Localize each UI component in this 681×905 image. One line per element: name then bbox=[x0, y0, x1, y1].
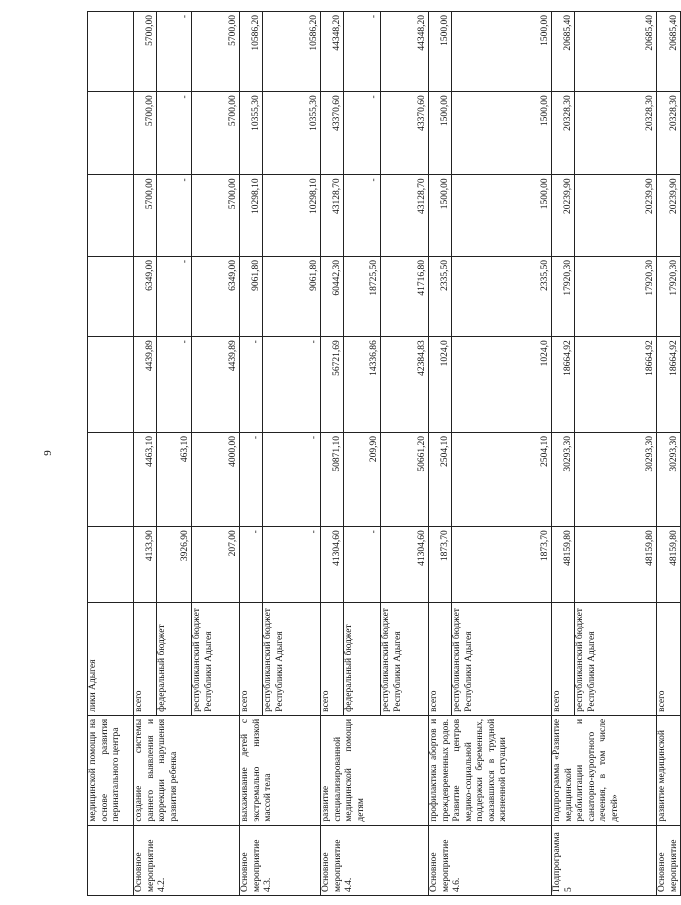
cell-source: республиканский бюджет Республики Адыгея bbox=[381, 603, 429, 716]
cell-value: 60442,30 bbox=[321, 256, 344, 336]
cell-value: 1873,70 bbox=[429, 527, 452, 603]
table-row bbox=[134, 12, 157, 896]
cell-value: 10355,30 bbox=[240, 92, 263, 175]
page-number: 9 bbox=[42, 450, 54, 456]
cell-value: 43370,60 bbox=[381, 92, 429, 175]
cell-value: 2335,50 bbox=[452, 256, 552, 336]
cell-value: 4133,90 bbox=[134, 527, 157, 603]
cell-value: 56721,69 bbox=[321, 337, 344, 433]
rotated-page-content bbox=[87, 11, 679, 896]
cell-source: всего bbox=[657, 603, 681, 716]
cell-value: 17920,30 bbox=[657, 256, 681, 336]
cell-value: 1500,00 bbox=[429, 92, 452, 175]
cell-value: 42384,83 bbox=[381, 337, 429, 433]
cell-value: 44348,20 bbox=[321, 12, 344, 92]
cell-value: 41716,80 bbox=[381, 256, 429, 336]
cell-value: 20239,90 bbox=[552, 175, 575, 257]
cell-value: 44348,20 bbox=[381, 12, 429, 92]
cell-value: 50661,20 bbox=[381, 432, 429, 526]
cell-value: 50871,10 bbox=[321, 432, 344, 526]
cell-value: 1500,00 bbox=[452, 92, 552, 175]
cell-value: 2504,10 bbox=[429, 432, 452, 526]
cell-name bbox=[88, 825, 134, 895]
cell-value: 6349,00 bbox=[192, 256, 240, 336]
cell-value: 9061,80 bbox=[263, 256, 321, 336]
cell-value: 5700,00 bbox=[192, 92, 240, 175]
cell-value bbox=[88, 12, 134, 92]
cell-value: 5700,00 bbox=[134, 12, 157, 92]
cell-value: 209,90 bbox=[344, 432, 381, 526]
cell-value: 10298,10 bbox=[240, 175, 263, 257]
cell-name: Подпрограмма 5 bbox=[552, 825, 657, 895]
budget-table bbox=[87, 11, 681, 896]
cell-value: 43128,70 bbox=[381, 175, 429, 257]
cell-source: всего bbox=[429, 603, 452, 716]
cell-value: 1500,00 bbox=[429, 12, 452, 92]
cell-value: 2335,50 bbox=[429, 256, 452, 336]
cell-value: 2504,10 bbox=[452, 432, 552, 526]
cell-value: 20685,40 bbox=[575, 12, 657, 92]
cell-value: - bbox=[344, 527, 381, 603]
cell-value: 20328,30 bbox=[552, 92, 575, 175]
cell-name: Основное мероприятие bbox=[657, 825, 681, 895]
cell-name: Основное мероприятие 4.3. bbox=[240, 825, 321, 895]
cell-value: 1024,0 bbox=[429, 337, 452, 433]
table-row bbox=[321, 12, 344, 896]
cell-value: 9061,80 bbox=[240, 256, 263, 336]
table-row bbox=[88, 12, 134, 896]
cell-value: 30293,30 bbox=[657, 432, 681, 526]
cell-name: Основное мероприятие 4.2. bbox=[134, 825, 240, 895]
cell-value: 3926,90 bbox=[157, 527, 192, 603]
cell-value: 18664,92 bbox=[552, 337, 575, 433]
cell-value: 18664,92 bbox=[575, 337, 657, 433]
cell-value: 20239,90 bbox=[575, 175, 657, 257]
cell-value: 10586,20 bbox=[240, 12, 263, 92]
cell-value: 18725,50 bbox=[344, 256, 381, 336]
cell-value: - bbox=[157, 337, 192, 433]
cell-value: 4463,10 bbox=[134, 432, 157, 526]
table-row bbox=[552, 12, 575, 896]
cell-value: - bbox=[157, 12, 192, 92]
cell-value: 5700,00 bbox=[134, 92, 157, 175]
cell-value bbox=[88, 527, 134, 603]
cell-value: 43370,60 bbox=[321, 92, 344, 175]
table-row bbox=[657, 12, 681, 896]
cell-value: 48159,80 bbox=[657, 527, 681, 603]
cell-value: 17920,30 bbox=[552, 256, 575, 336]
cell-source: республиканский бюджет Республики Адыгея bbox=[575, 603, 657, 716]
cell-value bbox=[88, 337, 134, 433]
cell-value: 4000,00 bbox=[192, 432, 240, 526]
cell-source: республиканский бюджет Республики Адыгея bbox=[263, 603, 321, 716]
cell-value: 10586,20 bbox=[263, 12, 321, 92]
cell-source: лики Адыгея bbox=[88, 603, 134, 716]
cell-source: всего bbox=[552, 603, 575, 716]
cell-value: 30293,30 bbox=[575, 432, 657, 526]
cell-value: 20239,90 bbox=[657, 175, 681, 257]
cell-value: 41304,60 bbox=[321, 527, 344, 603]
cell-name: Основное мероприятие 4.4. bbox=[321, 825, 429, 895]
cell-value: 463,10 bbox=[157, 432, 192, 526]
cell-description: создание системы раннего выявления и коррекции нарушения развития ребенка bbox=[134, 715, 240, 825]
cell-value bbox=[88, 92, 134, 175]
cell-value: 30293,30 bbox=[552, 432, 575, 526]
cell-value: - bbox=[157, 175, 192, 257]
cell-value: 1500,00 bbox=[452, 12, 552, 92]
cell-value: - bbox=[263, 337, 321, 433]
cell-value: 5700,00 bbox=[192, 12, 240, 92]
cell-value: 5700,00 bbox=[192, 175, 240, 257]
cell-source: всего bbox=[321, 603, 344, 716]
cell-source: федеральный бюджет bbox=[157, 603, 192, 716]
cell-value: 4439,89 bbox=[134, 337, 157, 433]
cell-value: 1873,70 bbox=[452, 527, 552, 603]
cell-value: - bbox=[344, 175, 381, 257]
cell-value: - bbox=[240, 527, 263, 603]
cell-description: подпрограмма «Развитие медицинской реабилитации и санаторно-курортного лечения, в том числе детей» bbox=[552, 715, 657, 825]
table-row bbox=[429, 12, 452, 896]
cell-value bbox=[88, 432, 134, 526]
cell-description: развитие медицинской bbox=[657, 715, 681, 825]
table-row bbox=[240, 12, 263, 896]
cell-description: выхаживание детей с экстремально низкой массой тела bbox=[240, 715, 321, 825]
cell-value: 41304,60 bbox=[381, 527, 429, 603]
cell-value: 20328,30 bbox=[575, 92, 657, 175]
cell-value: - bbox=[240, 432, 263, 526]
cell-value: 20685,40 bbox=[657, 12, 681, 92]
cell-name: Основное мероприятие 4.6. bbox=[429, 825, 552, 895]
cell-value bbox=[88, 175, 134, 257]
cell-value: 6349,00 bbox=[134, 256, 157, 336]
cell-value: - bbox=[263, 432, 321, 526]
cell-value: - bbox=[344, 12, 381, 92]
cell-value: 20685,40 bbox=[552, 12, 575, 92]
cell-value: 17920,30 bbox=[575, 256, 657, 336]
cell-value: 18664,92 bbox=[657, 337, 681, 433]
cell-source: всего bbox=[134, 603, 157, 716]
cell-value: 1500,00 bbox=[452, 175, 552, 257]
cell-value: 10355,30 bbox=[263, 92, 321, 175]
cell-value: 207,00 bbox=[192, 527, 240, 603]
cell-value: 14336,86 bbox=[344, 337, 381, 433]
cell-description: медицинской помощи на основе развития перинатального центра bbox=[88, 715, 134, 825]
cell-value bbox=[88, 256, 134, 336]
cell-value: 43128,70 bbox=[321, 175, 344, 257]
cell-value: - bbox=[263, 527, 321, 603]
cell-description: развитие специализированной медицинской помощи детям bbox=[321, 715, 429, 825]
cell-value: 20328,30 bbox=[657, 92, 681, 175]
cell-source: республиканский бюджет Республики Адыгея bbox=[452, 603, 552, 716]
cell-value: 48159,80 bbox=[552, 527, 575, 603]
cell-value: 1024,0 bbox=[452, 337, 552, 433]
cell-source: федеральный бюджет bbox=[344, 603, 381, 716]
cell-value: 48159,80 bbox=[575, 527, 657, 603]
cell-value: - bbox=[344, 92, 381, 175]
cell-value: 10298,10 bbox=[263, 175, 321, 257]
cell-description: профилактика абортов и преждевременных родов. Развитие центров медико-социальной поддержки беременных, оказавшихся в трудной жизненной ситуации bbox=[429, 715, 552, 825]
cell-value: - bbox=[240, 337, 263, 433]
cell-value: 5700,00 bbox=[134, 175, 157, 257]
cell-source: республиканский бюджет Республики Адыгея bbox=[192, 603, 240, 716]
cell-value: 1500,00 bbox=[429, 175, 452, 257]
cell-source: всего bbox=[240, 603, 263, 716]
cell-value: - bbox=[157, 92, 192, 175]
cell-value: 4439,89 bbox=[192, 337, 240, 433]
cell-value: - bbox=[157, 256, 192, 336]
